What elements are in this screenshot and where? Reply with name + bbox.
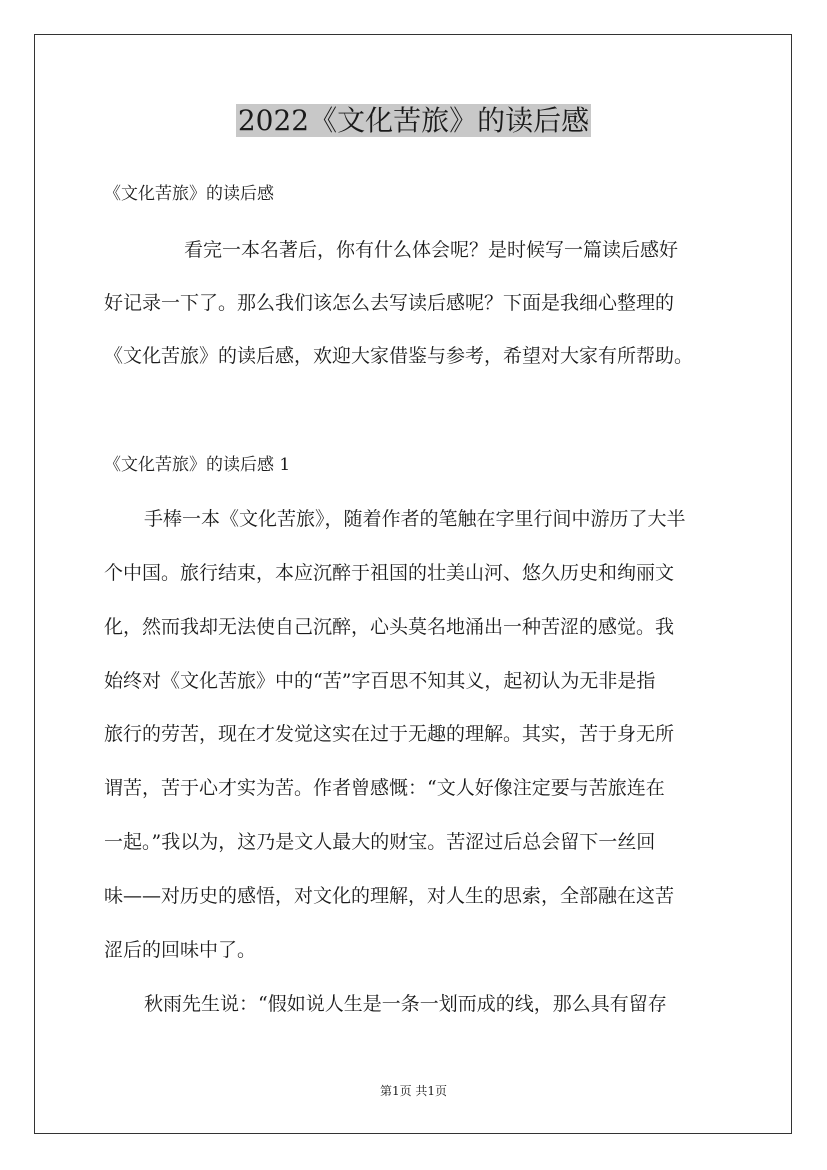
intro-line-2: 好记录一下了。那么我们该怎么去写读后感呢？下面是我细心整理的 — [104, 292, 675, 314]
body-line-3: 化，然而我却无法使自己沉醉，心头莫名地涌出一种苦涩的感觉。我 — [104, 616, 675, 638]
body-line-8: 味——对历史的感悟，对文化的理解，对人生的思索，全部融在这苦 — [104, 885, 675, 907]
body-line-2: 个中国。旅行结束，本应沉醉于祖国的壮美山河、悠久历史和绚丽文 — [104, 562, 675, 584]
body-line-6: 谓苦，苦于心才实为苦。作者曾感慨：“文人好像注定要与苦旅连在 — [104, 777, 665, 799]
intro-line-3: 《文化苦旅》的读后感，欢迎大家借鉴与参考，希望对大家有所帮助。 — [104, 345, 694, 367]
document-title — [0, 100, 827, 142]
body-line-7: 一起。”我以为，这乃是文人最大的财宝。苦涩过后总会留下一丝回 — [104, 831, 656, 853]
document-title-text: 2022《文化苦旅》的读后感 — [237, 104, 590, 137]
body-line-5: 旅行的劳苦，现在才发觉这实在过于无趣的理解。其实，苦于身无所 — [104, 723, 675, 745]
document-subtitle: 《文化苦旅》的读后感 — [104, 184, 274, 204]
body-line-10: 秋雨先生说：“假如说人生是一条一划而成的线，那么具有留存 — [144, 993, 667, 1015]
section-heading: 《文化苦旅》的读后感 1 — [104, 455, 291, 475]
body-line-1: 手棒一本《文化苦旅》，随着作者的笔触在字里行间中游历了大半 — [144, 508, 686, 530]
intro-line-1: 看完一本名著后，你有什么体会呢？是时候写一篇读后感好 — [184, 239, 679, 261]
body-line-4: 始终对《文化苦旅》中的“苦”字百思不知其义，起初认为无非是指 — [104, 670, 656, 692]
body-line-9: 涩后的回味中了。 — [104, 939, 257, 961]
page-footer: 第1页 共1页 — [379, 1084, 448, 1098]
